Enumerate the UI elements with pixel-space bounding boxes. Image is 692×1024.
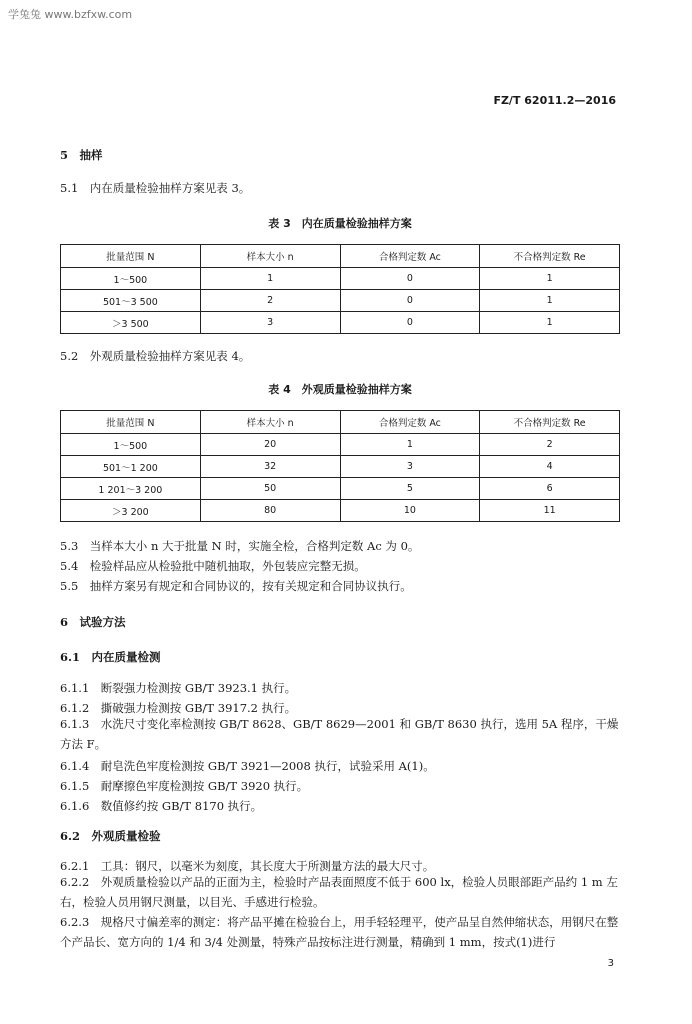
clause-5-5: 5.5 抽样方案另有规定和合同协议的，按有关规定和合同协议执行。 [60,579,412,593]
table-cell: 501～1 200 [61,456,201,478]
table-row [61,456,620,478]
table-cell: 11 [480,500,620,522]
table-cell: 1 [480,312,620,334]
table-cell: 1 201～3 200 [61,478,201,500]
site-watermark: 学兔兔 www.bzfxw.com [8,8,133,21]
clause-6-1-2: 6.1.2 撕破强力检测按 GB/T 3917.2 执行。 [60,701,297,715]
table-cell: 80 [200,500,340,522]
table-cell: 1 [200,268,340,290]
table-4-caption: 表 4 外观质量检验抽样方案 [268,383,412,396]
table-3 [60,244,620,334]
table-header-cell: 批量范围 N [61,411,201,434]
table-header-row [61,245,620,268]
table-cell: ＞3 200 [61,500,201,522]
table-header-cell: 批量范围 N [61,245,201,268]
table-cell: 32 [200,456,340,478]
table-3-caption: 表 3 内在质量检验抽样方案 [268,217,412,230]
table-cell: 5 [340,478,480,500]
table-cell: 1 [340,434,480,456]
table-row [61,268,620,290]
table-header-cell: 不合格判定数 Re [480,411,620,434]
clause-6-2-3: 6.2.3 规格尺寸偏差率的测定：将产品平摊在检验台上，用手轻轻理平，使产品呈自然伸缩状态，用钢尺在整个产品长、宽方向的 1/4 和 3/4 处测量，特殊产品按标注进行测量，精确到 1 mm，按式(1)进行 [60,915,619,949]
clause-6-1-4: 6.1.4 耐皂洗色牢度检测按 GB/T 3921—2008 执行，试验采用 A(1)。 [60,759,435,773]
table-cell: 3 [340,456,480,478]
clause-6-2: 6.2 外观质量检验 [60,829,161,843]
table-cell: 0 [340,290,480,312]
table-cell: ＞3 500 [61,312,201,334]
table-row [61,312,620,334]
table-header-cell: 样本大小 n [200,245,340,268]
clause-6-1-6: 6.1.6 数值修约按 GB/T 8170 执行。 [60,799,263,813]
table-row [61,478,620,500]
clause-5-2: 5.2 外观质量检验抽样方案见表 4。 [60,349,251,363]
table-header-cell: 样本大小 n [200,411,340,434]
table-cell: 3 [200,312,340,334]
table-cell: 2 [480,434,620,456]
table-cell: 10 [340,500,480,522]
clause-6-1-1: 6.1.1 断裂强力检测按 GB/T 3923.1 执行。 [60,681,297,695]
clause-5-4: 5.4 检验样品应从检验批中随机抽取，外包装应完整无损。 [60,559,366,573]
table-cell: 0 [340,312,480,334]
table-row [61,434,620,456]
table-cell: 20 [200,434,340,456]
table-cell: 1 [480,290,620,312]
table-cell: 501～3 500 [61,290,201,312]
clause-6-1: 6.1 内在质量检测 [60,650,161,664]
clause-6-1-3: 6.1.3 水洗尺寸变化率检测按 GB/T 8628、GB/T 8629—2001 和 GB/T 8630 执行，选用 5A 程序，干燥方法 F。 [60,717,619,751]
clause-6-2-2: 6.2.2 外观质量检验以产品的正面为主，检验时产品表面照度不低于 600 lx，检验人员眼部距产品约 1 m 左右，检验人员用钢尺测量，以目光、手感进行检验。 [60,875,618,909]
table-cell: 50 [200,478,340,500]
table-cell: 6 [480,478,620,500]
table-row [61,500,620,522]
table-row [61,290,620,312]
table-cell: 1 [480,268,620,290]
section-6-title: 6 试验方法 [60,615,126,629]
table-header-cell: 合格判定数 Ac [340,245,480,268]
clause-6-1-5: 6.1.5 耐摩擦色牢度检测按 GB/T 3920 执行。 [60,779,309,793]
table-cell: 2 [200,290,340,312]
clause-5-1: 5.1 内在质量检验抽样方案见表 3。 [60,181,251,195]
clause-5-3: 5.3 当样本大小 n 大于批量 N 时，实施全检，合格判定数 Ac 为 0。 [60,539,420,553]
standard-code-header: FZ/T 62011.2—2016 [493,94,616,107]
table-cell: 1～500 [61,268,201,290]
table-cell: 1～500 [61,434,201,456]
table-header-row [61,411,620,434]
table-header-cell: 合格判定数 Ac [340,411,480,434]
table-4 [60,410,620,522]
table-cell: 4 [480,456,620,478]
page-number: 3 [607,958,614,969]
clause-6-2-1: 6.2.1 工具：钢尺，以毫米为刻度，其长度大于所测量方法的最大尺寸。 [60,859,435,873]
table-cell: 0 [340,268,480,290]
table-header-cell: 不合格判定数 Re [480,245,620,268]
section-5-title: 5 抽样 [60,148,103,162]
